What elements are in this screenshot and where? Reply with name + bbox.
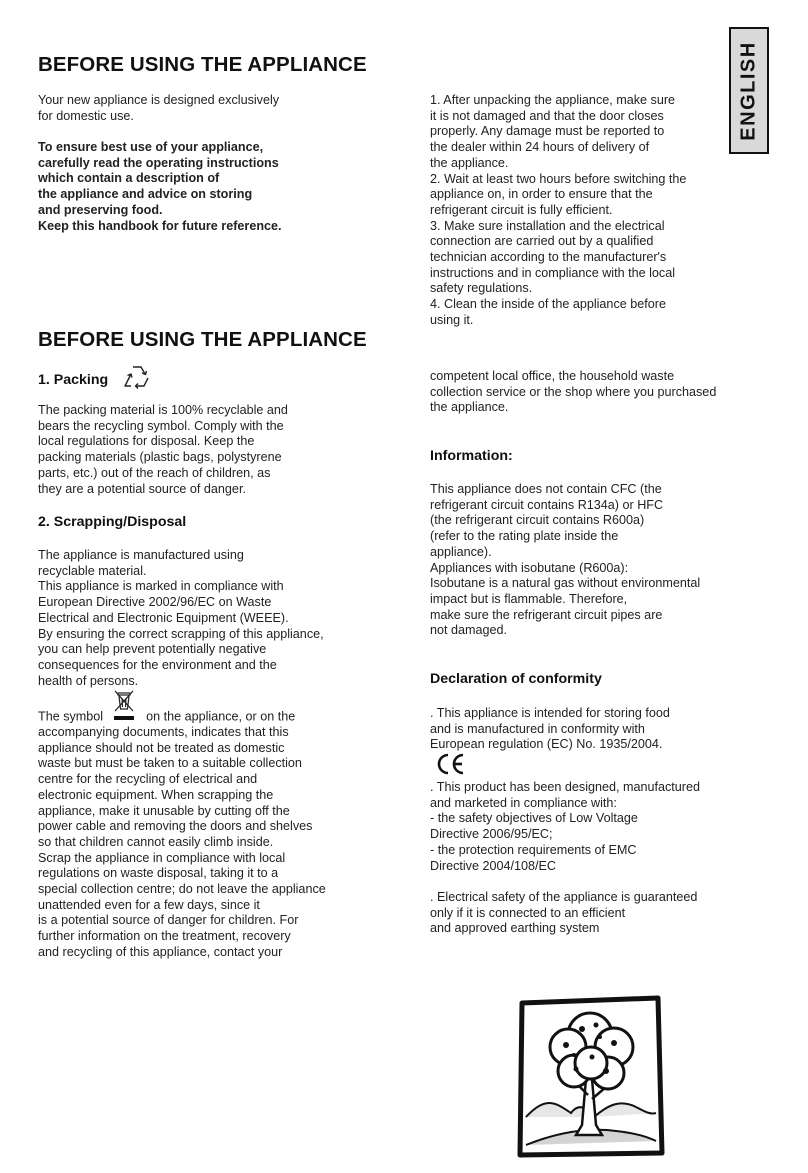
intro-steps: 1. After unpacking the appliance, make sure it is not damaged and that the door closes properly. Any damage must be reported to the dealer within 24 hours of delivery of the appliance. 2. Wait at least two hours before switching the appliance on, in order to ensure that the refrigerant circuit is fully efficient. 3. Make sure installation and the electrical connection are carried out by a qualified technician according to the manufacturer's instructions and in compliance with the local safety regulations. 4. Clean the inside of the appliance before using it. bbox=[430, 93, 687, 327]
scrapping-text-2: accompanying documents, indicates that this appliance should not be treated as domestic waste but must be taken to a suitable collection centre for the recycling of electrical and electronic equipment. When scrapping the appliance, make it unusable by cutting off the power cable and removing the doors and shelves so that children cannot easily climb inside. Scrap the appliance in compliance with local regulations on waste disposal, taking it to a special collection centre; do not leave the appliance unattended even for a few days, since it is a potential source of danger for children. For further information on the treatment, recovery and recycling of this appliance, contact your bbox=[38, 725, 326, 959]
language-label: ENGLISH bbox=[737, 40, 760, 141]
information-heading: Information: bbox=[430, 448, 513, 464]
intro-lead: Your new appliance is designed exclusively for domestic use. bbox=[38, 93, 280, 123]
weee-bin-icon bbox=[107, 709, 143, 725]
declaration-text-1: . This appliance is intended for storing food and is manufactured in conformity with European regulation (EC) No. 1935/2004. bbox=[430, 706, 670, 752]
continued-text: competent local office, the household waste collection service or the shop where you purchased the appliance. bbox=[430, 369, 717, 415]
recycle-icon bbox=[122, 364, 152, 395]
section-title: BEFORE USING THE APPLIANCE bbox=[38, 328, 367, 351]
tree-eco-icon bbox=[516, 995, 666, 1165]
intro-bold-text: To ensure best use of your appliance, carefully read the operating instructions which contain a description of the appliance and advice on storing and preserving food. Keep this handbook for future reference. bbox=[38, 140, 282, 233]
scrapping-text-1: The appliance is manufactured using recyclable material. This appliance is marked in compliance with European Directive 2002/96/EC on Waste Electrical and Electronic Equipment (WEEE). By ensuring the correct scrapping of this appliance, you can help prevent potentially negative consequences for the environment and the health of persons. bbox=[38, 548, 324, 688]
packing-text: The packing material is 100% recyclable and bears the recycling symbol. Comply with the local regulations for disposal. Keep the packing materials (plastic bags, polystyrene parts, etc.) out of the reach of children, as they are a potential source of danger. bbox=[38, 403, 288, 496]
symbol-after-text: on the appliance, or on the bbox=[146, 709, 296, 724]
ce-mark-icon bbox=[434, 752, 466, 781]
declaration-text-2: . This product has been designed, manufactured and marketed in compliance with: - the safety objectives of Low Voltage Directive 2006/95/EC; - the protection requirements of EMC Directive 2004/108/EC bbox=[430, 780, 701, 873]
declaration-heading: Declaration of conformity bbox=[430, 671, 602, 687]
packing-heading-row bbox=[38, 364, 152, 395]
language-tab bbox=[729, 27, 769, 154]
scrapping-heading: 2. Scrapping/Disposal bbox=[38, 514, 187, 530]
declaration-text-3: . Electrical safety of the appliance is guaranteed only if it is connected to an efficient and approved earthing system bbox=[430, 890, 698, 936]
symbol-line bbox=[38, 709, 295, 725]
packing-heading: 1. Packing bbox=[38, 371, 109, 388]
symbol-before-text: The symbol bbox=[38, 709, 104, 724]
information-text: This appliance does not contain CFC (the refrigerant circuit contains R134a) or HFC (the refrigerant circuit contains R600a) (refer to the rating plate inside the appliance). Appliances with isobutane (R600a): Isobutane is a natural gas without environmental impact but is flammable. Therefore, make sure the refrigerant circuit pipes are not damaged. bbox=[430, 482, 701, 638]
page-title: BEFORE USING THE APPLIANCE bbox=[38, 53, 367, 76]
